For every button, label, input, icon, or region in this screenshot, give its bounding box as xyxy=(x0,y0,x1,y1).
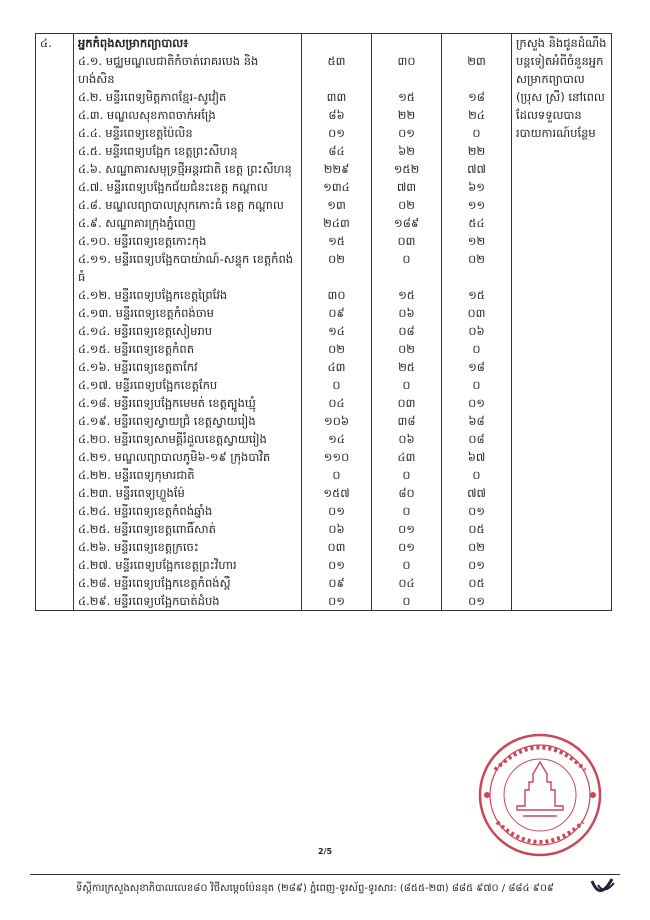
facility-name: ៤.២២. មន្ទីរពេទ្យកុមារជាតិ xyxy=(78,468,195,482)
ministry-logo-icon xyxy=(586,871,620,905)
value-2: ០ xyxy=(372,250,442,286)
facility-name: ៤.១៩. មន្ទីរពេទ្យស្វាយជ្រំ ខេត្តស្វាយរៀង xyxy=(78,414,256,428)
ministry-seal-icon xyxy=(475,730,605,860)
total-value: ០១ xyxy=(302,502,372,520)
value-3: ០៥ xyxy=(442,574,512,592)
value-3: ១៨ xyxy=(442,358,512,376)
value-3: ២៤ xyxy=(442,106,512,124)
value-2: ០ xyxy=(372,376,442,394)
value-2: ២៥ xyxy=(372,358,442,376)
value-2: ១៥ xyxy=(372,286,442,304)
value-3: ៦៧ xyxy=(442,448,512,466)
value-3: ១៥ xyxy=(442,286,512,304)
value-3: ០១ xyxy=(442,502,512,520)
value-2: ១៥ xyxy=(372,88,442,106)
facility-name: ៤.២. មន្ទីរពេទ្យមិត្តភាពខ្មែរ-សូវៀត xyxy=(78,90,227,104)
section-number: ៤. xyxy=(36,34,74,53)
total-value: ០៦ xyxy=(302,520,372,538)
total-value: ១៥៧ xyxy=(302,484,372,502)
facility-name: ៤.៦. សណ្ឋាគារសមុទ្រថ្មីអន្តរជាតិ ខេត្ត ព្រះសីហនុ xyxy=(78,162,292,176)
value-3: ៦១ xyxy=(442,178,512,196)
value-2: ៣៨ xyxy=(372,412,442,430)
value-2: ០៦ xyxy=(372,304,442,322)
total-value: ២២៩ xyxy=(302,160,372,178)
value-2: ០១ xyxy=(372,124,442,142)
value-3: ០៣ xyxy=(442,304,512,322)
value-3: ០១ xyxy=(442,592,512,611)
value-3: ០២ xyxy=(442,250,512,286)
facility-name: ៤.២១. មណ្ឌលព្យាបាលភូមិ៦-១៩ ក្រុងបាវិត xyxy=(78,450,271,464)
facility-name: ៤.៤. មន្ទីរពេទ្យខេត្តប៉ៃលិន xyxy=(78,126,193,140)
value-2: ០២ xyxy=(372,196,442,214)
value-2: ០ xyxy=(372,556,442,574)
value-3: ៧៧ xyxy=(442,160,512,178)
total-value: ១៤ xyxy=(302,430,372,448)
value-2: ០១ xyxy=(372,538,442,556)
total-value: ៨៤ xyxy=(302,142,372,160)
facility-name: ៤.៨. មណ្ឌលព្យាបាលស្រុកកោះធំ ខេត្ត កណ្ដាល xyxy=(78,198,284,212)
value-2: ៤៣ xyxy=(372,448,442,466)
total-value: ៨៦ xyxy=(302,106,372,124)
facility-name: ៤.២៩. មន្ទីរពេទ្យបង្អែកបាត់ដំបង xyxy=(78,594,220,608)
facility-name: ៤.១៣. មន្ទីរពេទ្យខេត្តកំពង់ចាម xyxy=(78,306,214,320)
value-3: ២២ xyxy=(442,142,512,160)
value-3: ០៨ xyxy=(442,430,512,448)
remarks-note: ក្រសួង និងជូនដំណឹងបន្តទៀតអំពីចំនួនអ្នកសម្រាកព្យាបាល (ប្រុស ស្រី) នៅពេលដែលទទួលបានរបាយការណ៍បន្ថែម xyxy=(512,34,612,611)
facility-name: ៤.២៧. មន្ទីរពេទ្យបង្អែកខេត្តព្រះវិហារ xyxy=(78,558,237,572)
facility-name: ៤.១៦. មន្ទីរពេទ្យខេត្តតាកែវ xyxy=(78,360,198,374)
value-2: ១៥២ xyxy=(372,160,442,178)
total-value: ៣៣ xyxy=(302,88,372,106)
value-2: ២២ xyxy=(372,106,442,124)
value-3: ០ xyxy=(442,340,512,358)
value-2: ០១ xyxy=(372,520,442,538)
value-3: ៦៨ xyxy=(442,412,512,430)
value-2: ១៨៩ xyxy=(372,214,442,232)
total-value: ០១ xyxy=(302,592,372,611)
facility-name: ៤.១៤. មន្ទីរពេទ្យខេត្តសៀមរាប xyxy=(78,324,213,338)
value-2: ៣០ xyxy=(372,52,442,88)
value-2: ៦២ xyxy=(372,142,442,160)
footer-divider xyxy=(30,874,620,875)
facility-name: ៤.៣. មណ្ឌលសុខភាពចាក់អង្រែ xyxy=(78,108,216,122)
total-value: ០២ xyxy=(302,250,372,286)
value-3: ០១ xyxy=(442,556,512,574)
total-value: ០ xyxy=(302,376,372,394)
section-title: អ្នកកំពុងសម្រាកព្យាបាល៖ xyxy=(74,34,302,53)
total-value: ៥៣ xyxy=(302,52,372,88)
value-2: ០៤ xyxy=(372,574,442,592)
total-value: ០១ xyxy=(302,556,372,574)
total-value: ០៩ xyxy=(302,304,372,322)
facility-name: ៤.៩. សណ្ឋាគារក្រុងភ្នំពេញ xyxy=(78,216,196,230)
total-value: ១៣៤ xyxy=(302,178,372,196)
facility-name: ៤.១០. មន្ទីរពេទ្យខេត្តកោះកុង xyxy=(78,234,207,248)
facility-name: ៤.១៧. មន្ទីរពេទ្យបង្អែកខេត្តកែប xyxy=(78,378,218,392)
value-3: ០៦ xyxy=(442,322,512,340)
value-3: ០ xyxy=(442,466,512,484)
facility-name: ៤.៥. មន្ទីរពេទ្យបង្អែក ខេត្តព្រះសីហនុ xyxy=(78,144,238,158)
value-3: ០២ xyxy=(442,538,512,556)
total-value: ១៤ xyxy=(302,322,372,340)
value-3: ១២ xyxy=(442,232,512,250)
value-2: ៧៣ xyxy=(372,178,442,196)
facility-name: ៤.២៨. មន្ទីរពេទ្យបង្អែកខេត្តកំពង់ស្ពឺ xyxy=(78,576,231,590)
facility-name: ៤.២៥. មន្ទីរពេទ្យខេត្តពោធិ៍សាត់ xyxy=(78,522,216,536)
value-3: ២៣ xyxy=(442,52,512,88)
total-value: ០៤ xyxy=(302,394,372,412)
value-3: ០១ xyxy=(442,394,512,412)
facility-name: ៤.១១. មន្ទីរពេទ្យបង្អែកបាយ៉ាណ៍-សន្ទុក ខេត្តកំពង់ធំ xyxy=(78,252,294,284)
value-3: ១១ xyxy=(442,196,512,214)
total-value: ២៤៣ xyxy=(302,214,372,232)
value-3: ០ xyxy=(442,376,512,394)
facility-name: ៤.១២. មន្ទីរពេទ្យបង្អែកខេត្តព្រៃវែង xyxy=(78,288,228,302)
facility-name: ៤.៧. មន្ទីរពេទ្យបង្អែកជ័យជំនះខេត្ត កណ្ដាល xyxy=(78,180,268,194)
page-number: 2/5 xyxy=(317,847,333,856)
footer-address: ទីស្តីការក្រសួងសុខាភិបាលលេខ៨០ វិថីសម្តេចប៉ែននុត (២៨៩) ភ្នំពេញ-ទូរស័ព្ទ-ទូរសារ: (៨៥៥-២៣) ៨៨៥ ៩៧០ / ៨៨៤ ៩០៩ xyxy=(76,883,554,894)
value-2: ០៣ xyxy=(372,232,442,250)
value-2: ៨០ xyxy=(372,484,442,502)
facility-name: ៤.២០. មន្ទីរពេទ្យសាមគ្គីរំដួលខេត្តស្វាយរៀង xyxy=(78,432,267,446)
value-3: ៧៧ xyxy=(442,484,512,502)
facility-name: ៤.២៦. មន្ទីរពេទ្យខេត្តក្រចេះ xyxy=(78,540,199,554)
total-value: ១០៦ xyxy=(302,412,372,430)
value-2: ០៦ xyxy=(372,430,442,448)
total-value: ០៩ xyxy=(302,574,372,592)
total-value: ០១ xyxy=(302,124,372,142)
value-2: ០ xyxy=(372,502,442,520)
total-value: ០២ xyxy=(302,340,372,358)
facility-name: ៤.២៤. មន្ទីរពេទ្យខេត្តកំពង់ឆ្នាំង xyxy=(78,504,213,518)
value-3: ១៨ xyxy=(442,88,512,106)
value-2: ០២ xyxy=(372,340,442,358)
facility-name: ៤.១. មជ្ឈមណ្ឌលជាតិកំចាត់រោគរបេង និង ហង់សិន xyxy=(78,54,259,86)
total-value: ០៣ xyxy=(302,538,372,556)
value-2: ០ xyxy=(372,466,442,484)
total-value: ៤៣ xyxy=(302,358,372,376)
facility-name: ៤.១៨. មន្ទីរពេទ្យបង្អែកមេមត់ ខេត្តត្បូងឃ្មុំ xyxy=(78,396,256,410)
total-value: ១៥ xyxy=(302,232,372,250)
value-3: ០ xyxy=(442,124,512,142)
value-2: ០៨ xyxy=(372,322,442,340)
total-value: ៣០ xyxy=(302,286,372,304)
total-value: ១៣ xyxy=(302,196,372,214)
value-2: ០ xyxy=(372,592,442,611)
value-2: ០៣ xyxy=(372,394,442,412)
total-value: ១១០ xyxy=(302,448,372,466)
facility-name: ៤.២៣. មន្ទីរពេទ្យហ្លួងម៉ែ xyxy=(78,486,185,500)
value-3: ៥៤ xyxy=(442,214,512,232)
total-value: ០ xyxy=(302,466,372,484)
patients-table xyxy=(35,33,612,611)
facility-name: ៤.១៥. មន្ទីរពេទ្យខេត្តកំពត xyxy=(78,342,195,356)
value-3: ០៥ xyxy=(442,520,512,538)
